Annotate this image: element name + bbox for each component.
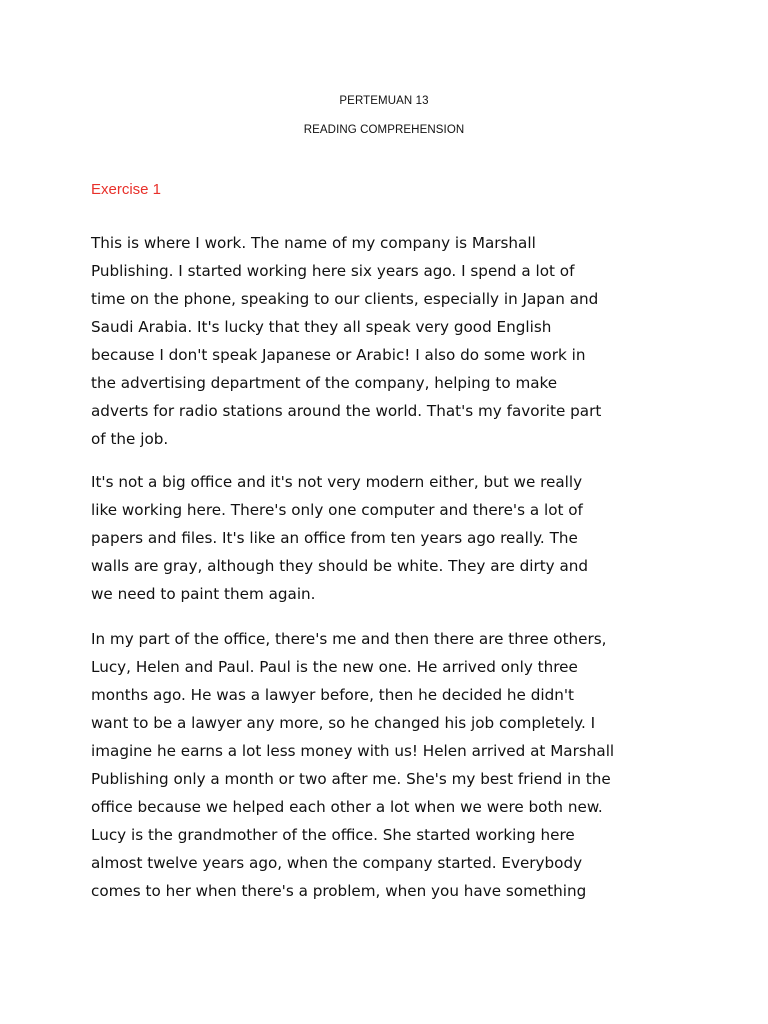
document-subtitle: READING COMPREHENSION (303, 124, 465, 136)
paragraph-line: like working here. There's only one computer and there's a lot of (91, 501, 583, 519)
paragraph-line: the advertising department of the company, helping to make (91, 374, 558, 392)
paragraph-line: Lucy is the grandmother of the office. She started working here (91, 826, 575, 844)
paragraph-line: This is where I work. The name of my company is Marshall (91, 234, 536, 252)
paragraph-line: Publishing. I started working here six years ago. I spend a lot of (91, 262, 575, 280)
paragraph-line: It's not a big office and it's not very modern either, but we really (91, 473, 583, 491)
paragraph-line: imagine he earns a lot less money with us! Helen arrived at Marshall (91, 742, 615, 760)
paragraph-line: Saudi Arabia. It's lucky that they all speak very good English (91, 318, 552, 336)
paragraph-line: time on the phone, speaking to our clients, especially in Japan and (91, 290, 599, 308)
paragraph-line: office because we helped each other a lot when we were both new. (91, 798, 603, 816)
paragraph-line: because I don't speak Japanese or Arabic! I also do some work in (91, 346, 586, 364)
paragraph-line: want to be a lawyer any more, so he changed his job completely. I (91, 714, 596, 732)
paragraph-1 (91, 229, 691, 453)
paragraph-2 (91, 468, 691, 608)
paragraph-line: Lucy, Helen and Paul. Paul is the new one. He arrived only three (91, 658, 578, 676)
document-title: PERTEMUAN 13 (339, 95, 429, 107)
paragraph-line: In my part of the office, there's me and then there are three others, (91, 630, 607, 648)
paragraph-line: we need to paint them again. (91, 585, 316, 603)
paragraph-3 (91, 625, 691, 905)
paragraph-line: papers and files. It's like an office from ten years ago really. The (91, 529, 578, 547)
paragraph-line: adverts for radio stations around the world. That's my favorite part (91, 402, 602, 420)
paragraph-line: walls are gray, although they should be white. They are dirty and (91, 557, 589, 575)
paragraph-line: almost twelve years ago, when the company started. Everybody (91, 854, 583, 872)
exercise-label: Exercise 1 (91, 181, 162, 198)
paragraph-line: Publishing only a month or two after me. She's my best friend in the (91, 770, 611, 788)
paragraph-line: comes to her when there's a problem, when you have something (91, 882, 587, 900)
paragraph-line: of the job. (91, 430, 169, 448)
paragraph-line: months ago. He was a lawyer before, then he decided he didn't (91, 686, 574, 704)
